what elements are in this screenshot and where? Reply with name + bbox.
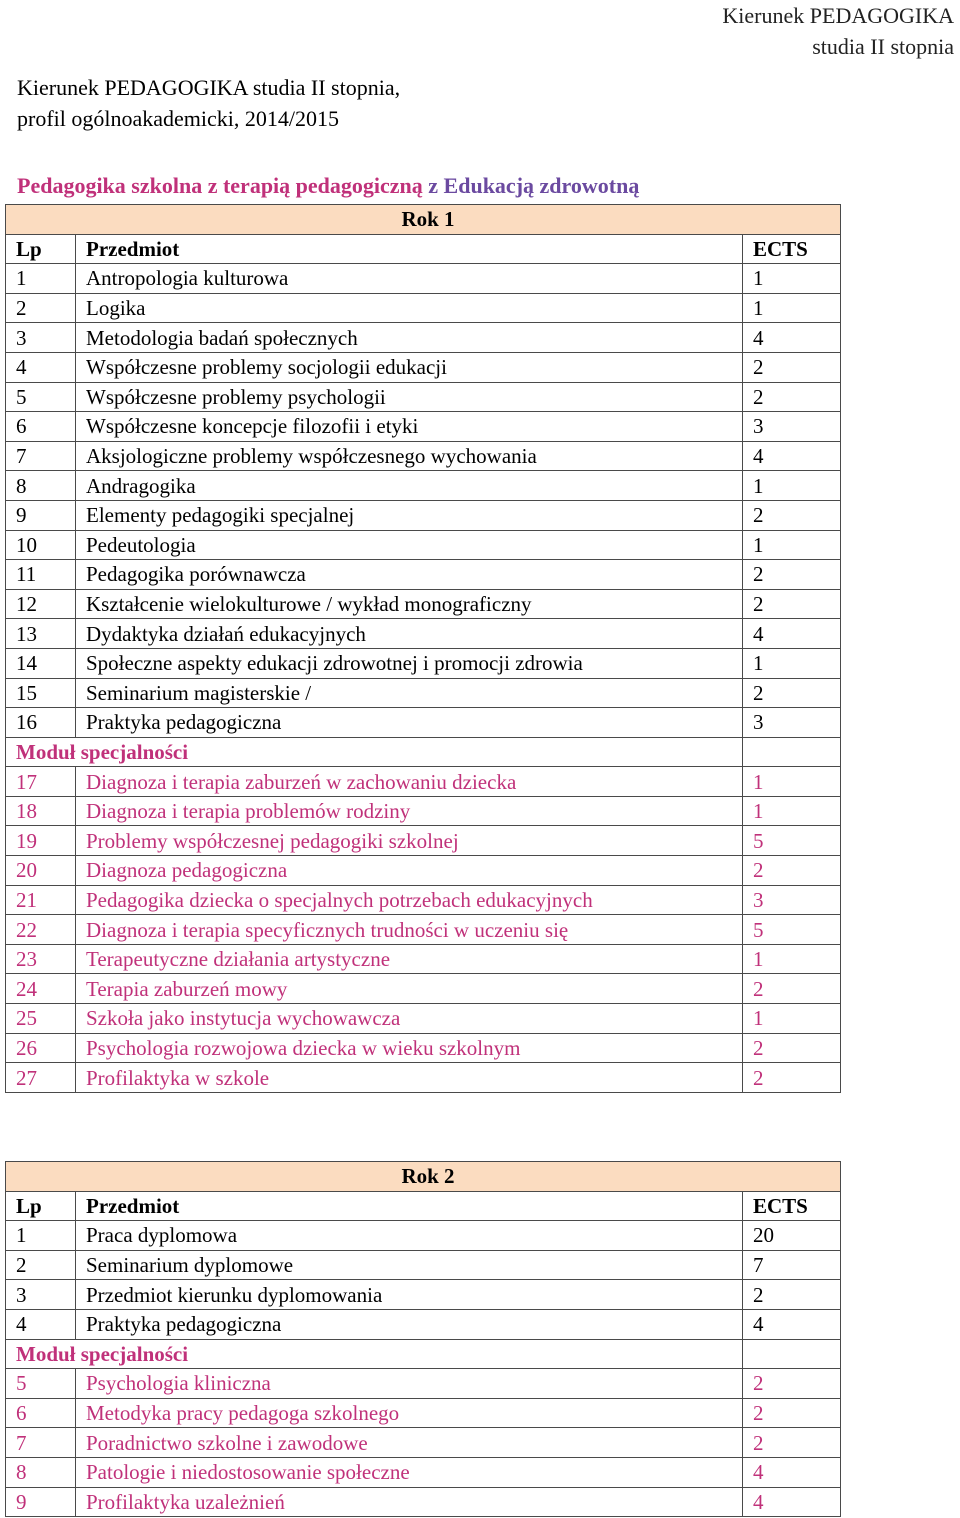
course-subject: Współczesne problemy socjologii edukacji [76,352,743,382]
course-row [6,530,841,560]
course-subject: Patologie i niedostosowanie społeczne [76,1457,743,1487]
course-ects: 4 [743,323,841,353]
course-lp: 2 [6,293,76,323]
course-row [6,471,841,501]
course-subject: Psychologia rozwojowa dziecka w wieku szkolnym [76,1033,743,1063]
course-subject: Problemy współczesnej pedagogiki szkolnej [76,826,743,856]
module-course-row [6,1487,841,1517]
course-ects: 1 [743,648,841,678]
course-lp: 2 [6,1250,76,1280]
course-lp: 12 [6,589,76,619]
course-lp: 8 [6,471,76,501]
course-ects: 2 [743,500,841,530]
course-row [6,678,841,708]
module-course-row [6,796,841,826]
course-subject: Praca dyplomowa [76,1221,743,1251]
course-ects: 1 [743,796,841,826]
course-lp: 19 [6,826,76,856]
course-lp: 9 [6,500,76,530]
module-course-row [6,1033,841,1063]
year-title: Rok 1 [6,205,841,235]
course-subject: Terapia zaburzeń mowy [76,974,743,1004]
course-lp: 25 [6,1004,76,1034]
course-ects: 3 [743,412,841,442]
course-ects: 2 [743,589,841,619]
course-lp: 1 [6,1221,76,1251]
course-ects: 4 [743,1457,841,1487]
course-ects: 4 [743,441,841,471]
course-ects: 4 [743,1487,841,1517]
module-course-row [6,856,841,886]
column-header-row [6,234,841,264]
module-course-row [6,1398,841,1428]
course-lp: 15 [6,678,76,708]
course-row [6,323,841,353]
course-ects: 2 [743,1398,841,1428]
course-lp: 27 [6,1063,76,1093]
course-lp: 23 [6,944,76,974]
specialization-tail: z Edukacją zdrowotną [428,173,640,198]
specialization-title [17,171,639,201]
course-row [6,441,841,471]
module-course-row [6,1457,841,1487]
col-header-subject: Przedmiot [76,1191,743,1221]
course-row [6,352,841,382]
course-subject: Diagnoza i terapia problemów rodziny [76,796,743,826]
column-header-row [6,1191,841,1221]
col-header-lp: Lp [6,234,76,264]
course-ects: 3 [743,708,841,738]
course-subject: Seminarium magisterskie / [76,678,743,708]
course-row [6,560,841,590]
course-row [6,1309,841,1339]
course-row [6,412,841,442]
course-row [6,619,841,649]
course-subject: Praktyka pedagogiczna [76,708,743,738]
course-lp: 11 [6,560,76,590]
course-subject: Elementy pedagogiki specjalnej [76,500,743,530]
course-lp: 1 [6,264,76,294]
course-subject: Szkoła jako instytucja wychowawcza [76,1004,743,1034]
course-ects: 2 [743,352,841,382]
col-header-ects: ECTS [743,234,841,264]
course-ects: 1 [743,767,841,797]
module-course-row [6,1428,841,1458]
course-subject: Diagnoza pedagogiczna [76,856,743,886]
module-course-row [6,885,841,915]
course-subject: Andragogika [76,471,743,501]
course-ects: 1 [743,293,841,323]
course-lp: 3 [6,323,76,353]
course-subject: Metodologia badań społecznych [76,323,743,353]
course-ects: 3 [743,885,841,915]
document-title-line1: Kierunek PEDAGOGIKA studia II stopnia, [17,75,401,100]
running-header [722,0,954,62]
year1-table [5,204,841,1093]
course-ects: 1 [743,1004,841,1034]
course-lp: 4 [6,352,76,382]
module-course-row [6,767,841,797]
course-row [6,500,841,530]
course-lp: 10 [6,530,76,560]
specialization-main: Pedagogika szkolna z terapią pedagogiczną [17,173,429,198]
course-lp: 7 [6,441,76,471]
course-lp: 7 [6,1428,76,1458]
course-ects: 2 [743,1280,841,1310]
course-subject: Psychologia kliniczna [76,1369,743,1399]
module-course-row [6,826,841,856]
document-title [17,72,400,134]
course-subject: Diagnoza i terapia specyficznych trudności w uczeniu się [76,915,743,945]
course-ects: 5 [743,915,841,945]
course-subject: Praktyka pedagogiczna [76,1309,743,1339]
module-course-row [6,1004,841,1034]
course-row [6,293,841,323]
course-ects: 1 [743,471,841,501]
course-subject: Profilaktyka uzależnień [76,1487,743,1517]
course-lp: 6 [6,1398,76,1428]
course-lp: 24 [6,974,76,1004]
module-header-row [6,737,841,767]
course-ects: 1 [743,530,841,560]
course-subject: Pedeutologia [76,530,743,560]
course-ects: 2 [743,1033,841,1063]
course-ects: 4 [743,619,841,649]
module-course-row [6,974,841,1004]
course-row [6,708,841,738]
course-ects: 2 [743,560,841,590]
module-empty-cell [743,737,841,767]
course-ects: 2 [743,1428,841,1458]
course-ects: 2 [743,678,841,708]
module-header-row [6,1339,841,1369]
course-lp: 21 [6,885,76,915]
module-course-row [6,944,841,974]
course-ects: 1 [743,944,841,974]
course-subject: Metodyka pracy pedagoga szkolnego [76,1398,743,1428]
course-lp: 9 [6,1487,76,1517]
year-header-row [6,205,841,235]
course-row [6,264,841,294]
course-row [6,1280,841,1310]
course-ects: 2 [743,1063,841,1093]
module-course-row [6,1369,841,1399]
course-ects: 2 [743,856,841,886]
course-subject: Pedagogika dziecka o specjalnych potrzebach edukacyjnych [76,885,743,915]
course-subject: Społeczne aspekty edukacji zdrowotnej i promocji zdrowia [76,648,743,678]
running-header-line2: studia II stopnia [812,34,954,59]
course-subject: Dydaktyka działań edukacyjnych [76,619,743,649]
course-row [6,648,841,678]
course-subject: Kształcenie wielokulturowe / wykład monograficzny [76,589,743,619]
course-lp: 26 [6,1033,76,1063]
col-header-subject: Przedmiot [76,234,743,264]
course-ects: 20 [743,1221,841,1251]
module-course-row [6,915,841,945]
course-lp: 8 [6,1457,76,1487]
course-subject: Terapeutyczne działania artystyczne [76,944,743,974]
course-lp: 5 [6,382,76,412]
course-lp: 3 [6,1280,76,1310]
course-ects: 7 [743,1250,841,1280]
course-subject: Profilaktyka w szkole [76,1063,743,1093]
course-ects: 2 [743,382,841,412]
course-lp: 16 [6,708,76,738]
course-subject: Antropologia kulturowa [76,264,743,294]
course-subject: Poradnictwo szkolne i zawodowe [76,1428,743,1458]
course-row [6,382,841,412]
course-ects: 5 [743,826,841,856]
course-row [6,1250,841,1280]
course-lp: 6 [6,412,76,442]
course-lp: 4 [6,1309,76,1339]
course-lp: 18 [6,796,76,826]
course-subject: Diagnoza i terapia zaburzeń w zachowaniu dziecka [76,767,743,797]
year2-table [5,1161,841,1517]
course-subject: Aksjologiczne problemy współczesnego wychowania [76,441,743,471]
course-row [6,1221,841,1251]
running-header-line1: Kierunek PEDAGOGIKA [722,3,954,28]
module-course-row [6,1063,841,1093]
course-lp: 5 [6,1369,76,1399]
course-subject: Seminarium dyplomowe [76,1250,743,1280]
col-header-lp: Lp [6,1191,76,1221]
course-ects: 4 [743,1309,841,1339]
course-subject: Współczesne problemy psychologii [76,382,743,412]
year-header-row [6,1162,841,1192]
col-header-ects: ECTS [743,1191,841,1221]
course-lp: 22 [6,915,76,945]
course-row [6,589,841,619]
document-title-line2: profil ogólnoakademicki, 2014/2015 [17,106,339,131]
module-label: Moduł specjalności [6,737,743,767]
course-subject: Współczesne koncepcje filozofii i etyki [76,412,743,442]
course-lp: 17 [6,767,76,797]
course-subject: Przedmiot kierunku dyplomowania [76,1280,743,1310]
course-lp: 14 [6,648,76,678]
course-ects: 1 [743,264,841,294]
module-label: Moduł specjalności [6,1339,743,1369]
module-empty-cell [743,1339,841,1369]
course-subject: Pedagogika porównawcza [76,560,743,590]
year-title: Rok 2 [6,1162,841,1192]
course-ects: 2 [743,1369,841,1399]
course-ects: 2 [743,974,841,1004]
course-lp: 20 [6,856,76,886]
course-lp: 13 [6,619,76,649]
course-subject: Logika [76,293,743,323]
